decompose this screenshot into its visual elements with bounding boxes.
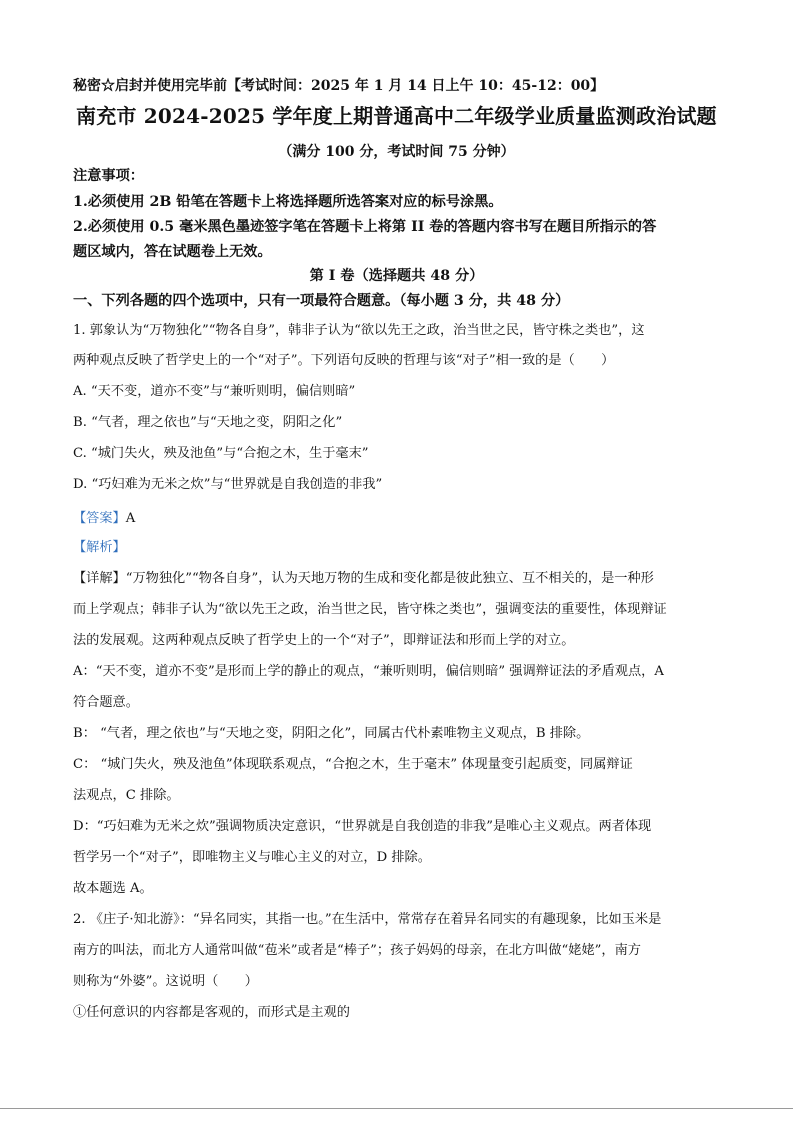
exam-title: 南充市 2024-2025 学年度上期普通高中二年级学业质量监测政治试题: [76, 104, 717, 128]
volume-title: 第 I 卷（选择题共 48 分）: [309, 268, 484, 284]
q1-answer: [73, 507, 135, 526]
q2-stem-line-3: 则称为“外婆”。这说明（ ）: [73, 974, 258, 989]
analysis-label: 【解析】: [73, 540, 126, 555]
secret-notice: 秘密☆启封并使用完毕前【考试时间：2025 年 1 月 14 日上午 10：45-12：00】: [73, 78, 605, 94]
q1-detail-line-1: 【详解】“万物独化”“物各自身”，认为天地万物的生成和变化都是彼此独立、互不相关的，是一种形: [73, 571, 654, 586]
answer-label: 【答案】: [73, 511, 126, 526]
page-bottom-divider: [0, 1108, 793, 1109]
q1-stem-line-2: 两种观点反映了哲学史上的一个“对子”。下列语句反映的哲理与该“对子”相一致的是（ ）: [73, 353, 615, 368]
q1-stem-line-1: 1. 郭象认为“万物独化”“物各自身”，韩非子认为“欲以先王之政，治当世之民，皆守株之类也”，这: [73, 323, 645, 338]
exam-subtitle: （满分 100 分，考试时间 75 分钟）: [278, 144, 515, 160]
q1-exp-a-line-2: 符合题意。: [73, 695, 139, 710]
answer-value: A: [125, 511, 136, 526]
notice-item-1: 1.必须使用 2B 铅笔在答题卡上将选择题所选答案对应的标号涂黑。: [73, 194, 503, 210]
notice-item-2-line-2: 题区域内，答在试题卷上无效。: [73, 244, 272, 260]
q2-item-1: ①任何意识的内容都是客观的，而形式是主观的: [73, 1005, 350, 1020]
q1-exp-d-line-1: D：“巧妇难为无米之炊”强调物质决定意识，“世界就是自我创造的非我”是唯心主义观点。两者体现: [73, 819, 652, 834]
q1-option-c: C. “城门失火，殃及池鱼”与“合抱之木，生于毫末”: [73, 446, 369, 461]
notice-item-2-line-1: 2.必须使用 0.5 毫米黑色墨迹签字笔在答题卡上将第 II 卷的答题内容书写在题目所指示的答: [73, 219, 657, 235]
q1-option-b: B. “气者，理之依也”与“天地之变，阴阳之化”: [73, 415, 343, 430]
q2-stem-line-2: 南方的叫法，而北方人通常叫做“苞米”或者是“棒子”；孩子妈妈的母亲，在北方叫做“姥姥”，南方: [73, 943, 641, 958]
q1-option-d: D. “巧妇难为无米之炊”与“世界就是自我创造的非我”: [73, 477, 383, 492]
q1-detail-line-3: 法的发展观。这两种观点反映了哲学史上的一个“对子”，即辩证法和形而上学的对立。: [73, 633, 575, 648]
q1-exp-d-line-2: 哲学另一个“对子”，即唯物主义与唯心主义的对立，D 排除。: [73, 850, 431, 865]
notice-heading: 注意事项：: [73, 168, 144, 184]
q1-exp-a-line-1: A：“天不变，道亦不变”是形而上学的静止的观点，“兼听则明，偏信则暗” 强调辩证法的矛盾观点，A: [73, 664, 664, 679]
part-title: 一、下列各题的四个选项中，只有一项最符合题意。（每小题 3 分，共 48 分）: [73, 293, 570, 309]
q1-detail-line-2: 而上学观点；韩非子认为“欲以先王之政，治当世之民，皆守株之类也”，强调变法的重要性，体现辩证: [73, 602, 667, 617]
q1-conclusion: 故本题选 A。: [73, 881, 153, 896]
q2-stem-line-1: 2. 《庄子·知北游》：“异名同实，其指一也。”在生活中，常常存在着异名同实的有趣现象，比如玉米是: [73, 912, 662, 927]
q1-option-a: A. “天不变，道亦不变”与“兼听则明，偏信则暗”: [73, 384, 356, 399]
q1-exp-c-line-2: 法观点，C 排除。: [73, 788, 180, 803]
q1-exp-c-line-1: C： “城门失火，殃及池鱼”体现联系观点，“合抱之木，生于毫末” 体现量变引起质变，同属辩证: [73, 757, 633, 772]
q1-exp-b: B： “气者，理之依也”与“天地之变，阴阳之化”，同属古代朴素唯物主义观点，B 排除。: [73, 726, 590, 741]
